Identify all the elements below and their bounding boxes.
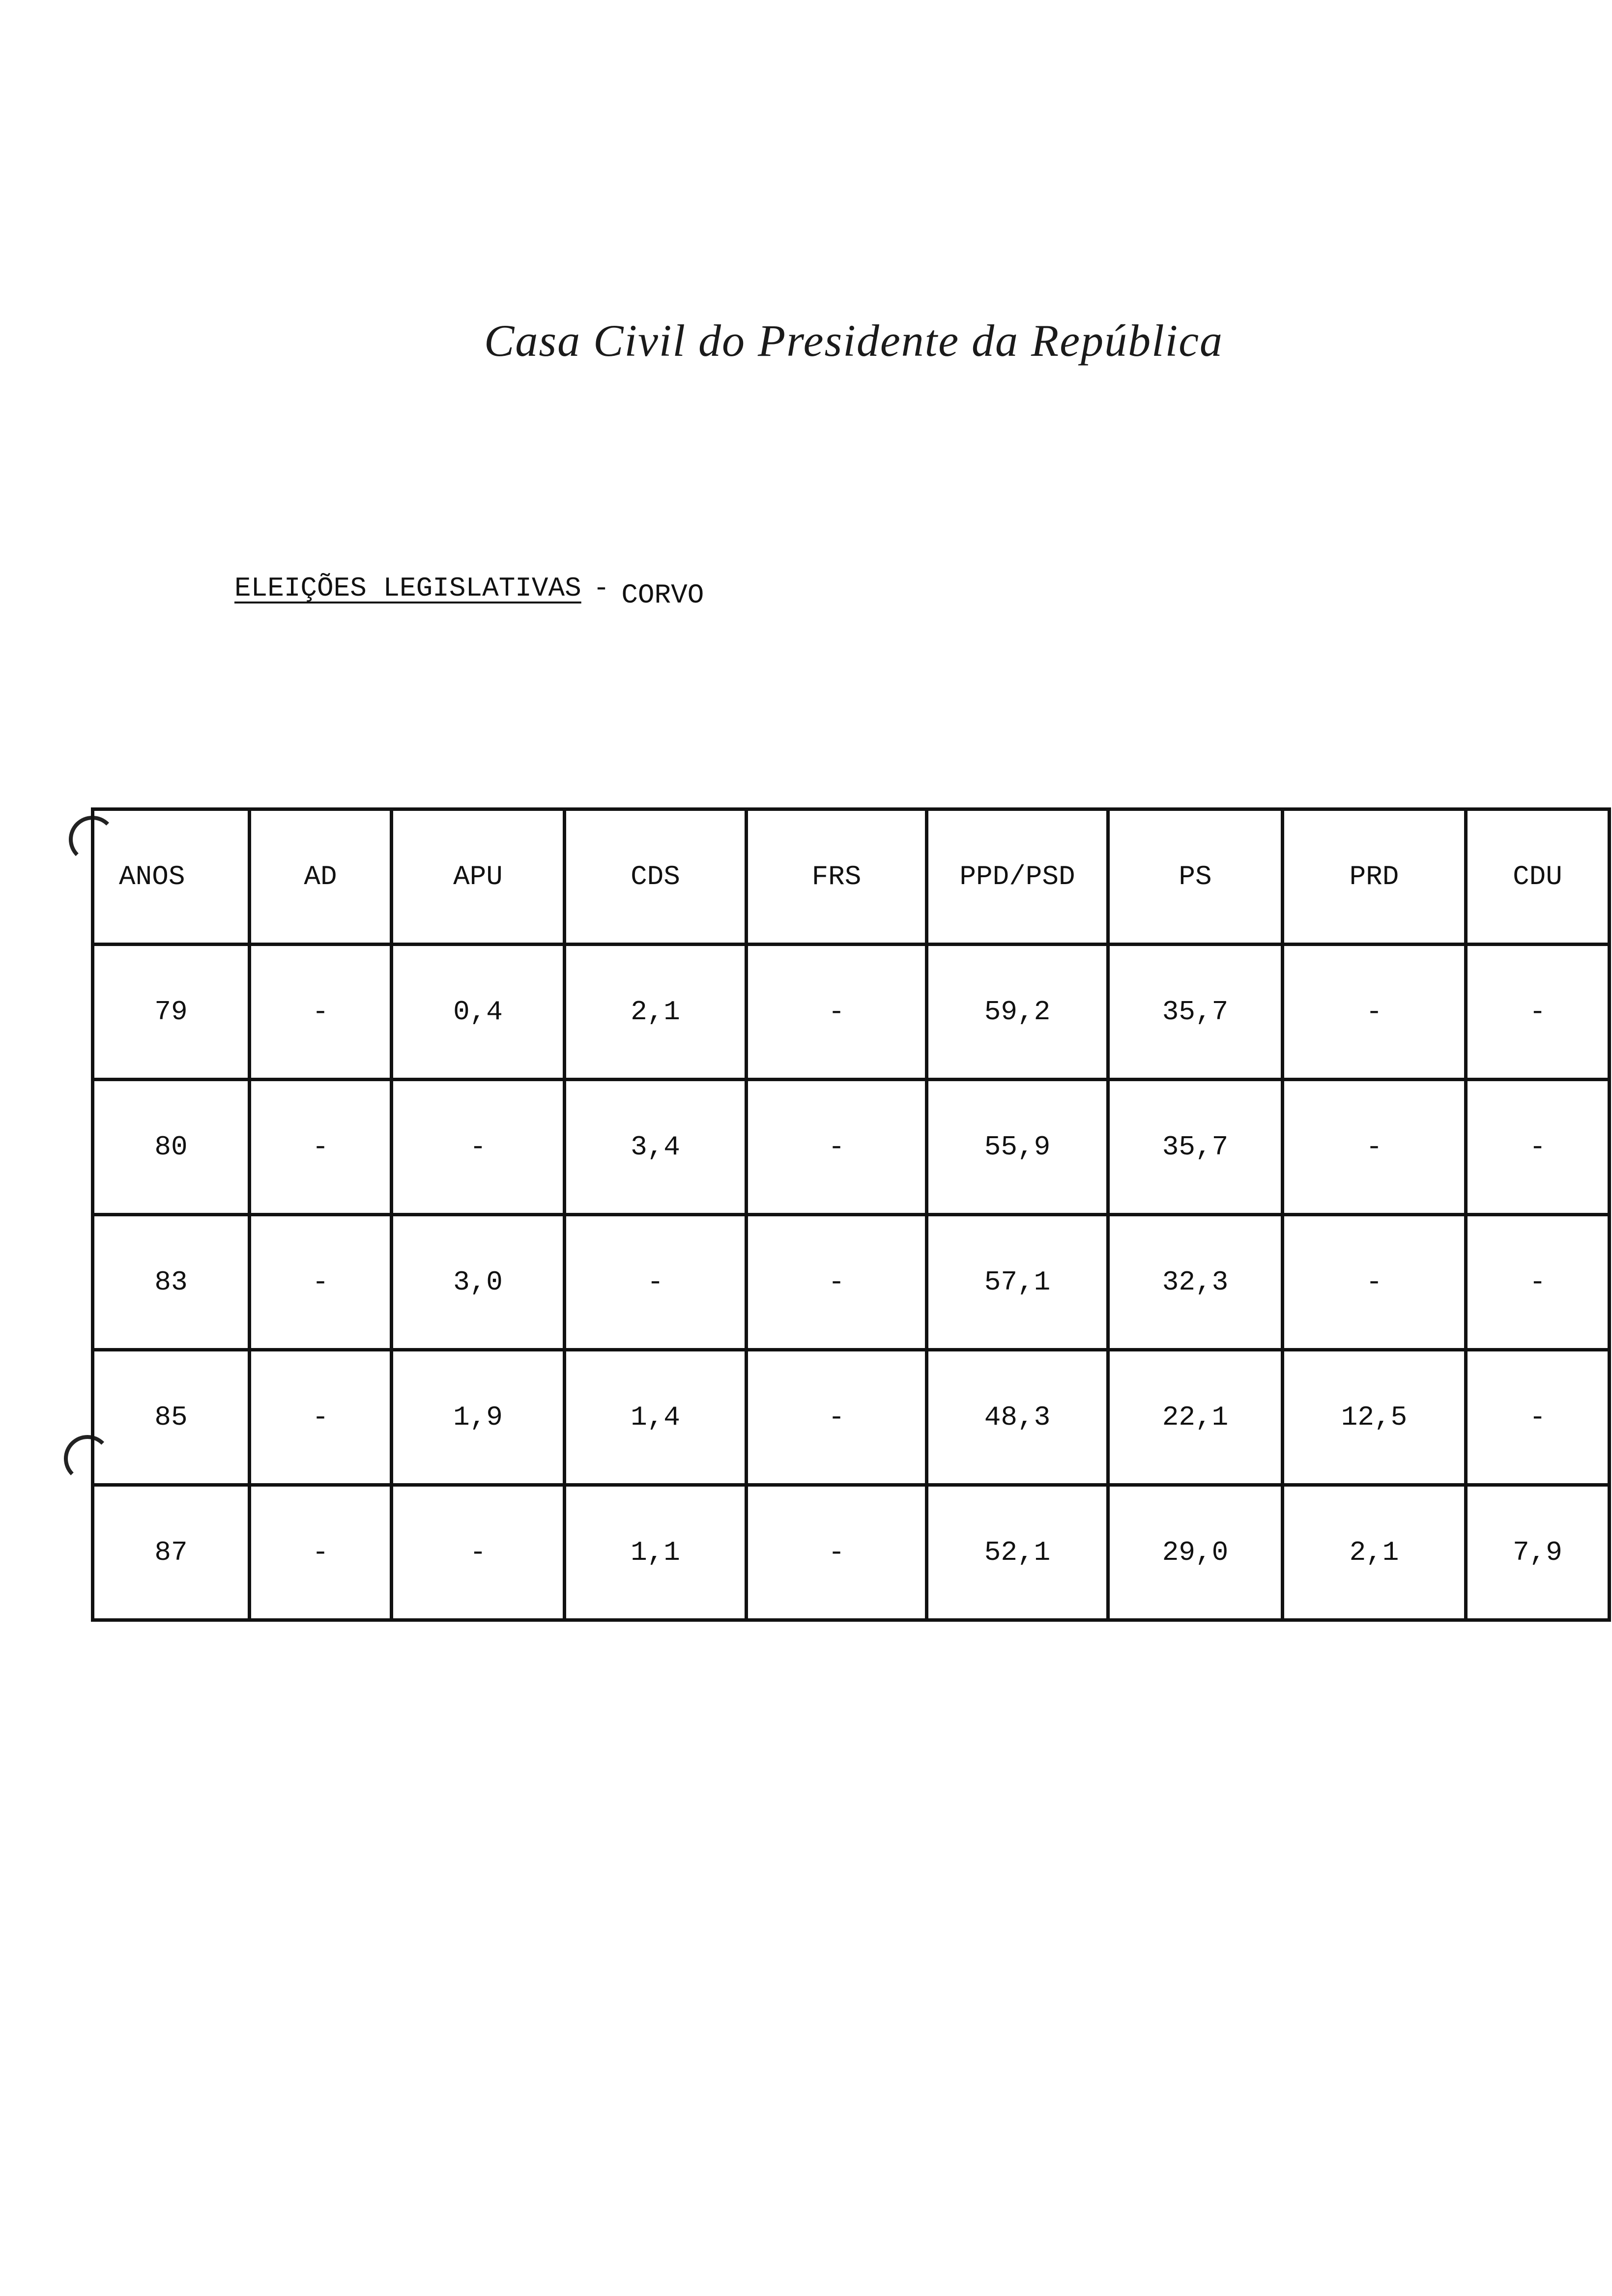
table-row (93, 945, 1610, 1080)
value-cell: - (747, 945, 927, 1080)
column-header-cdu: CDU (1466, 809, 1610, 945)
value-cell: 59,2 (927, 945, 1108, 1080)
table-row (93, 1485, 1610, 1620)
value-cell: 22,1 (1108, 1350, 1283, 1485)
value-cell: - (747, 1350, 927, 1485)
column-header-apu: APU (392, 809, 565, 945)
value-cell: 29,0 (1108, 1485, 1283, 1620)
value-cell: - (250, 1080, 392, 1215)
year-cell: 83 (93, 1215, 250, 1350)
value-cell: 57,1 (927, 1215, 1108, 1350)
title-place: CORVO (621, 579, 704, 611)
value-cell: - (747, 1080, 927, 1215)
value-cell: 7,9 (1466, 1485, 1610, 1620)
value-cell: - (1466, 1080, 1610, 1215)
column-header-ppd-psd: PPD/PSD (927, 809, 1108, 945)
year-cell: 87 (93, 1485, 250, 1620)
value-cell: - (250, 1215, 392, 1350)
value-cell: - (1466, 945, 1610, 1080)
value-cell: - (1283, 1080, 1466, 1215)
header-row (93, 809, 1610, 945)
table-row (93, 1350, 1610, 1485)
column-header-cds: CDS (565, 809, 747, 945)
value-cell: - (747, 1485, 927, 1620)
value-cell: 12,5 (1283, 1350, 1466, 1485)
column-header-frs: FRS (747, 809, 927, 945)
value-cell: - (565, 1215, 747, 1350)
value-cell: 32,3 (1108, 1215, 1283, 1350)
value-cell: 3,0 (392, 1215, 565, 1350)
year-cell: 85 (93, 1350, 250, 1485)
table-row (93, 1080, 1610, 1215)
value-cell: - (1283, 945, 1466, 1080)
value-cell: 35,7 (1108, 1080, 1283, 1215)
value-cell: - (250, 1485, 392, 1620)
title-main: ELEIÇÕES LEGISLATIVAS (234, 573, 581, 604)
value-cell: - (250, 945, 392, 1080)
value-cell: 1,4 (565, 1350, 747, 1485)
value-cell: 52,1 (927, 1485, 1108, 1620)
title-separator: - (593, 573, 610, 604)
value-cell: - (250, 1350, 392, 1485)
value-cell: - (1466, 1350, 1610, 1485)
letterhead: Casa Civil do Presidente da República (484, 316, 1224, 366)
value-cell: 48,3 (927, 1350, 1108, 1485)
column-header-ad: AD (250, 809, 392, 945)
column-header-anos: ANOS (93, 809, 250, 945)
value-cell: 0,4 (392, 945, 565, 1080)
document-title (234, 573, 704, 611)
value-cell: - (392, 1485, 565, 1620)
value-cell: - (392, 1080, 565, 1215)
column-header-ps: PS (1108, 809, 1283, 945)
column-header-prd: PRD (1283, 809, 1466, 945)
election-results-table (91, 807, 1611, 1622)
value-cell: - (1466, 1215, 1610, 1350)
value-cell: 3,4 (565, 1080, 747, 1215)
table-row (93, 1215, 1610, 1350)
year-cell: 80 (93, 1080, 250, 1215)
value-cell: 2,1 (565, 945, 747, 1080)
value-cell: 1,1 (565, 1485, 747, 1620)
value-cell: 2,1 (1283, 1485, 1466, 1620)
year-cell: 79 (93, 945, 250, 1080)
value-cell: - (747, 1215, 927, 1350)
value-cell: - (1283, 1215, 1466, 1350)
value-cell: 35,7 (1108, 945, 1283, 1080)
value-cell: 55,9 (927, 1080, 1108, 1215)
value-cell: 1,9 (392, 1350, 565, 1485)
